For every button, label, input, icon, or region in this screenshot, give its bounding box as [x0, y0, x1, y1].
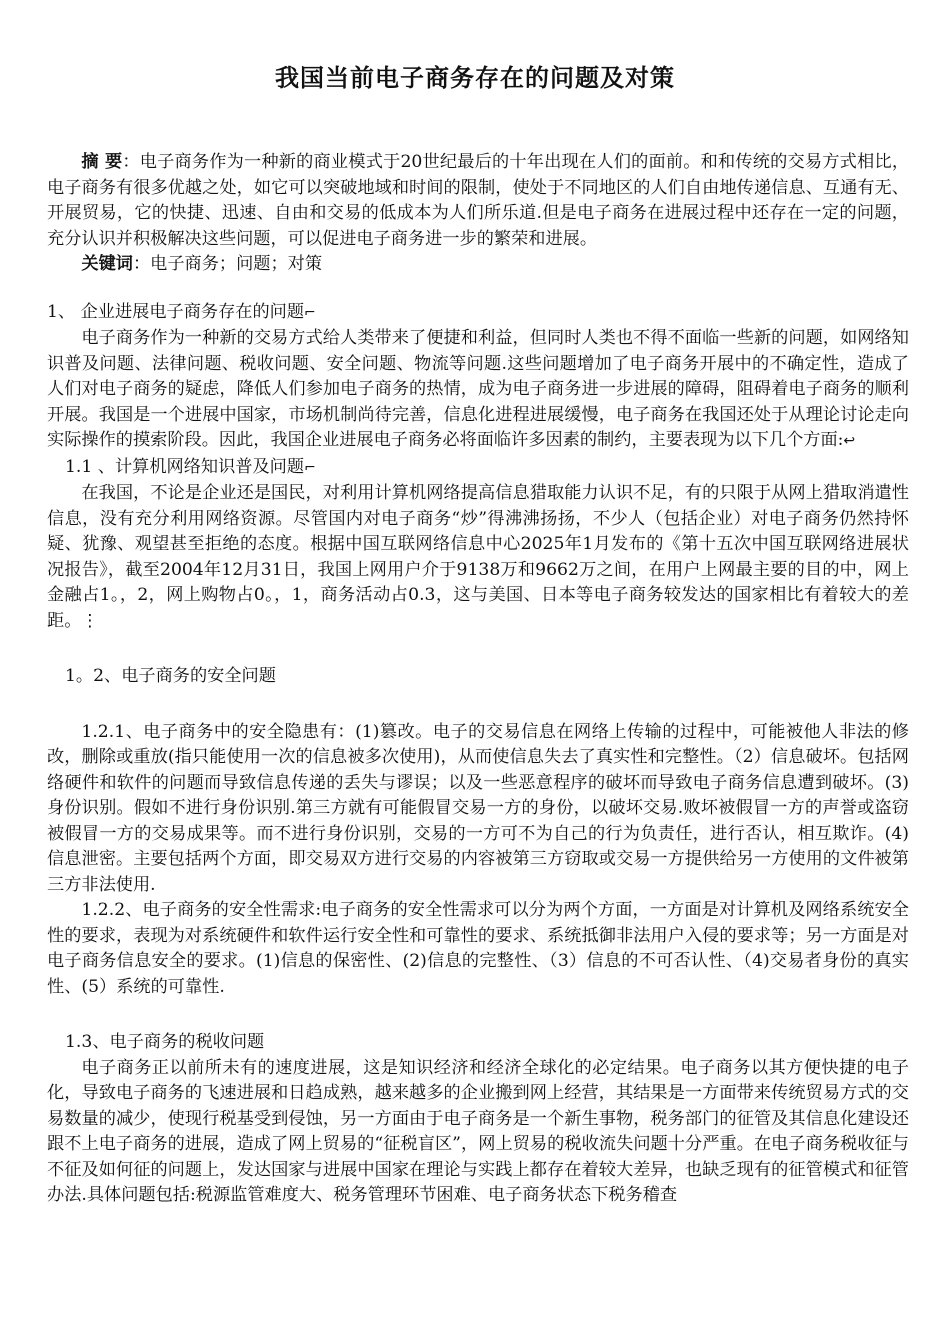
section-1-3-heading: 1.3、电子商务的税收问题 — [65, 1032, 265, 1052]
section-1-2-heading: 1。2、电子商务的安全问题 — [65, 666, 276, 686]
section-1-heading: 1、 企业进展电子商务存在的问题⌐ — [47, 301, 316, 322]
section-1-2-2-paragraph: 1.2.2、电子商务的安全性需求:电子商务的安全性需求可以分为两个方面，一方面是对计算机及网络系统安全性的要求，表现为对系统硬件和软件运行安全性和可靠性的要求、系统抵御非法用户入侵的要求等；另一方面是对电子商务信息安全的要求。(1)信息的保密性、(2)信息的完整性、（3）信息的不可否认性、（4)交易者身份的真实性、(5）系统的可靠性. — [47, 900, 909, 997]
anchor-icon: ↩ — [843, 433, 856, 449]
section-1-3-paragraph: 电子商务正以前所未有的速度进展，这是知识经济和经济全球化的必定结果。电子商务以其方便快捷的电子化，导致电子商务的飞速进展和日趋成熟，越来越多的企业搬到网上经营，其结果是一方面带来传统贸易方式的交易数量的减少，使现行税基受到侵蚀，另一方面由于电子商务是一个新生事物，税务部门的征管及其信息化建设还跟不上电子商务的进展，造成了网上贸易的“征税盲区”，网上贸易的税收流失问题十分严重。在电子商务税收征与不征及如何征的问题上，发达国家与进展中国家在理论与实践上都存在着较大差异，也缺乏现有的征管模式和征管办法.具体问题包括:税源监管难度大、税务管理环节困难、电子商务状态下税务稽查 — [47, 1057, 909, 1205]
paragraph-mark-icon: ⌐ — [304, 304, 316, 321]
document-body — [47, 150, 909, 1209]
page-title: 我国当前电子商务存在的问题及对策 — [275, 64, 675, 92]
section-1-paragraph: 电子商务作为一种新的交易方式给人类带来了便捷和利益，但同时人类也不得不面临一些新的问题，如网络知识普及问题、法律问题、税收问题、安全问题、物流等问题.这些问题增加了电子商务开展中的不确定性，造成了人们对电子商务的疑虑，降低人们参加电子商务的热情，成为电子商务进一步进展的障碍，阻碍着电子商务的顺利开展。我国是一个进展中国家，市场机制尚待完善，信息化进程进展缓慢，电子商务在我国还处于从理论讨论走向实际操作的摸索阶段。因此，我国企业进展电子商务必将面临许多因素的制约，主要表现为以下几个方面:↩ — [47, 328, 909, 450]
section-1-1-paragraph: 在我国，不论是企业还是国民，对利用计算机网络提高信息猎取能力认识不足，有的只限于从网上猎取消遣性信息，没有充分利用网络资源。尽管国内对电子商务“炒”得沸沸扬扬，不少人（包括企业）对电子商务仍然持怀疑、犹豫、观望甚至拒绝的态度。根据中国互联网络信息中心2025年1月发布的《第十五次中国互联网络进展状况报告》，截至2004年12月31日，我国上网用户介于9138万和9662万之间，在用户上网最主要的目的中，网上金融占1。，2，网上购物占0。，1，商务活动占0.3，这与美国、日本等电子商务较发达的国家相比有着较大的差距。⋮ — [47, 483, 909, 631]
paragraph-mark-icon: ⌐ — [304, 459, 316, 476]
keywords-label: 关键词 — [81, 254, 133, 274]
keywords-line — [47, 252, 909, 278]
abstract-paragraph — [47, 150, 909, 252]
abstract-label: 摘 要 — [81, 152, 123, 172]
abstract-text: ：电子商务作为一种新的商业模式于20世纪最后的十年出现在人们的面前。和和传统的交易方式相比，电子商务有很多优越之处，如它可以突破地域和时间的限制，使处于不同地区的人们自由地传递信息、互通有无、开展贸易，它的快捷、迅速、自由和交易的低成本为人们所乐道.但是电子商务在进展过程中还存在一定的问题，充分认识并积极解决这些问题，可以促进电子商务进一步的繁荣和进展。 — [47, 152, 910, 249]
keywords-text: ：电子商务；问题；对策 — [132, 254, 323, 274]
section-1-2-1-paragraph: 1.2.1、电子商务中的安全隐患有：(1)篡改。电子的交易信息在网络上传输的过程中，可能被他人非法的修改，删除或重放(指只能使用一次的信息被多次使用)，从而使信息失去了真实性和完整性。（2）信息破坏。包括网络硬件和软件的问题而导致信息传递的丢失与谬误；以及一些恶意程序的破坏而导致电子商务信息遭到破坏。(3)身份识别。假如不进行身份识别.第三方就有可能假冒交易一方的身份，以破坏交易.败坏被假冒一方的声誉或盗窃被假冒一方的交易成果等。而不进行身份识别，交易的一方可不为自己的行为负责任，进行否认，相互欺诈。(4)信息泄密。主要包括两个方面，即交易双方进行交易的内容被第三方窃取或交易一方提供给另一方使用的文件被第三方非法使用. — [47, 721, 909, 895]
section-1-1-heading: 1.1 、计算机网络知识普及问题⌐ — [65, 456, 316, 477]
